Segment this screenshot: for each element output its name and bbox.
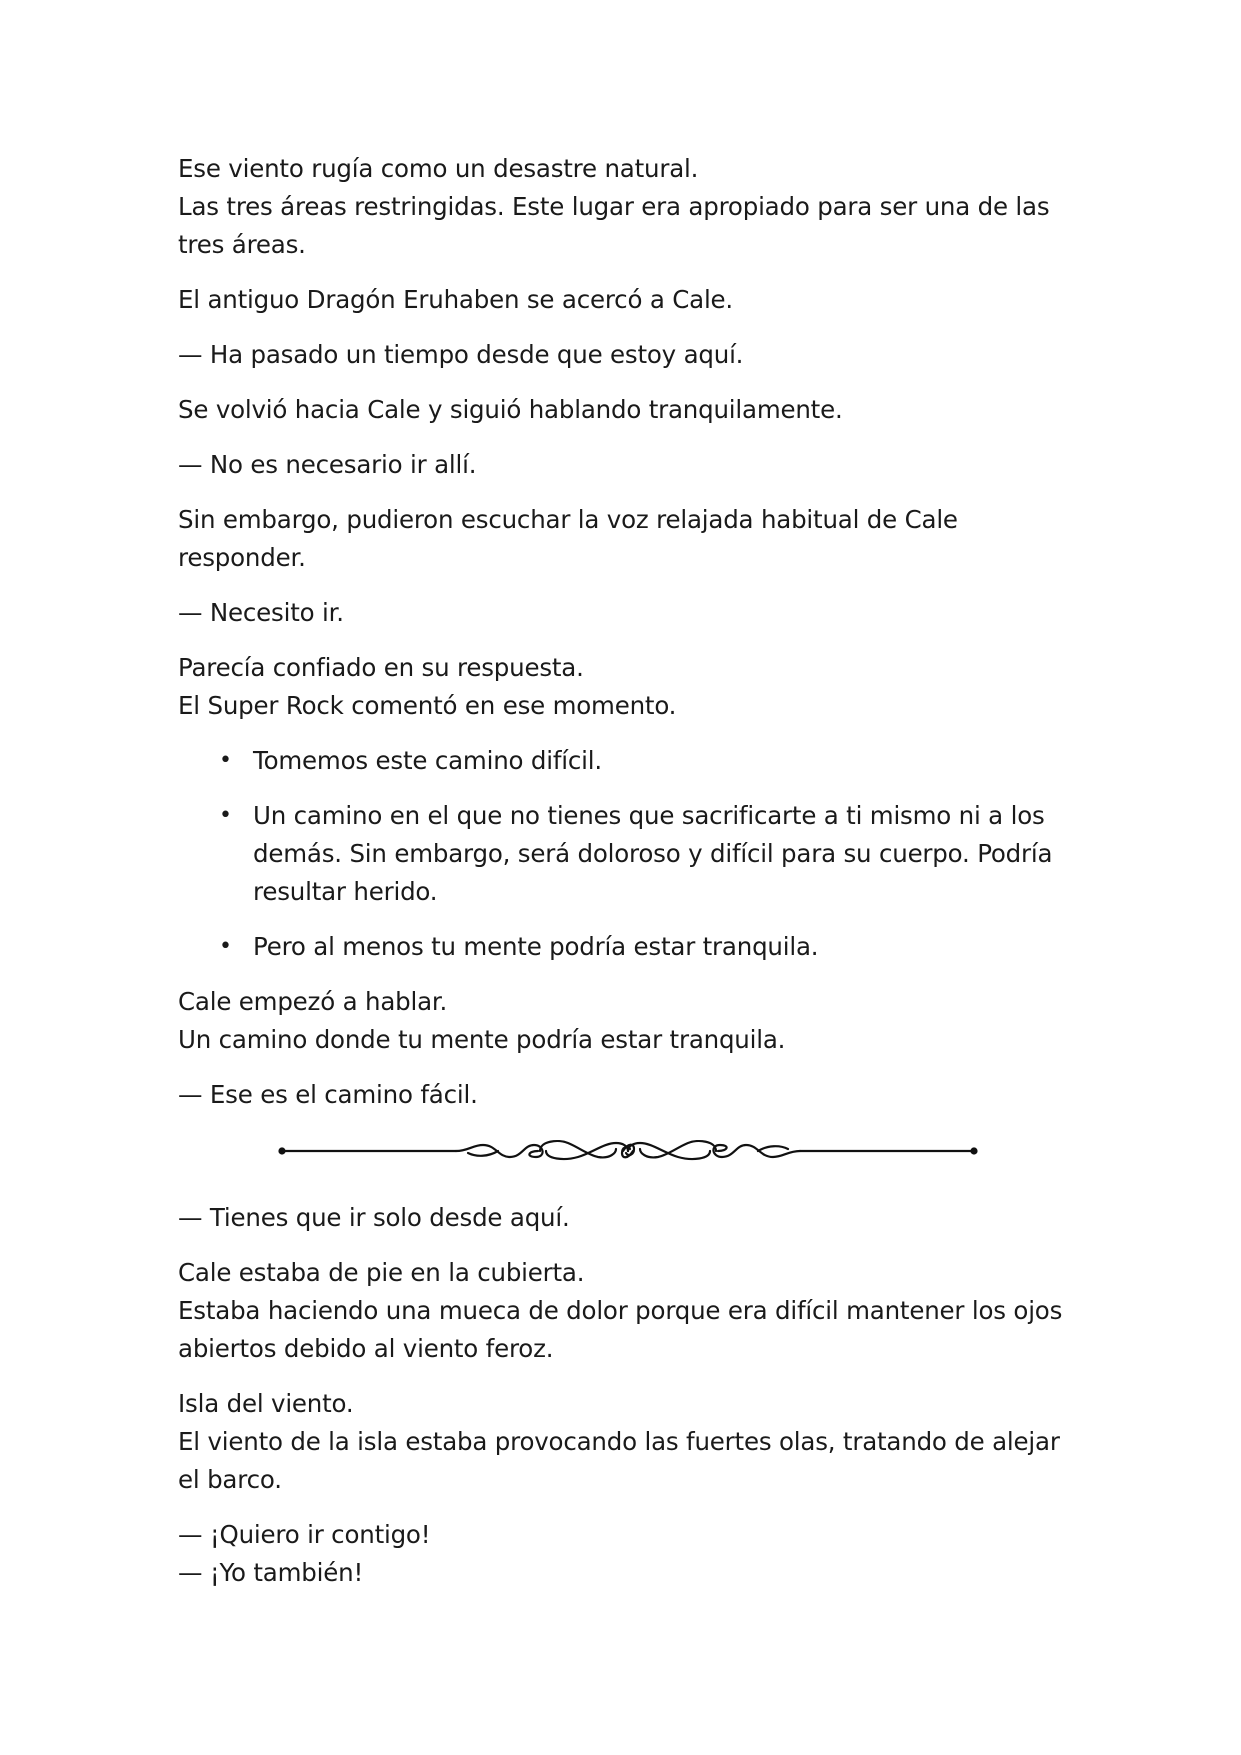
text-line: Estaba haciendo una mueca de dolor porque era difícil mantener los ojos abiertos debido al viento feroz. xyxy=(178,1296,1063,1363)
bullet-dot-icon: • xyxy=(219,748,232,773)
paragraph xyxy=(178,391,1078,429)
text-line: Sin embargo, pudieron escuchar la voz relajada habitual de Cale responder. xyxy=(178,505,958,572)
paragraph xyxy=(178,336,1078,374)
text-line: — Ese es el camino fácil. xyxy=(178,1080,478,1109)
section-middle xyxy=(178,983,1078,1114)
paragraph xyxy=(178,1385,1078,1499)
paragraph xyxy=(178,983,1078,1059)
paragraph xyxy=(178,501,1078,577)
text-line: — ¡Quiero ir contigo! xyxy=(178,1520,431,1549)
text-line: Isla del viento. xyxy=(178,1389,354,1418)
bullet-item xyxy=(178,742,1078,780)
paragraph xyxy=(178,1254,1078,1368)
bullet-text: Pero al menos tu mente podría estar tranquila. xyxy=(253,932,819,961)
text-line: — No es necesario ir allí. xyxy=(178,450,477,479)
text-line: — ¡Yo también! xyxy=(178,1558,364,1587)
paragraph xyxy=(178,1516,1078,1592)
bullet-list xyxy=(178,742,1078,966)
paragraph xyxy=(178,150,1078,264)
bullet-dot-icon: • xyxy=(219,803,232,828)
text-line: Cale estaba de pie en la cubierta. xyxy=(178,1258,585,1287)
bullet-text: Tomemos este camino difícil. xyxy=(253,746,602,775)
text-line: El viento de la isla estaba provocando las fuertes olas, tratando de alejar el barco. xyxy=(178,1427,1060,1494)
paragraph xyxy=(178,281,1078,319)
paragraph xyxy=(178,1076,1078,1114)
paragraph xyxy=(178,1199,1078,1237)
bullet-item xyxy=(178,928,1078,966)
text-line: Ese viento rugía como un desastre natural. xyxy=(178,154,699,183)
paragraph xyxy=(178,446,1078,484)
text-line: Las tres áreas restringidas. Este lugar era apropiado para ser una de las tres áreas. xyxy=(178,192,1050,259)
text-line: — Necesito ir. xyxy=(178,598,344,627)
section-bottom xyxy=(178,1199,1078,1592)
document-page xyxy=(178,150,1078,1609)
text-line: Se volvió hacia Cale y siguió hablando tranquilamente. xyxy=(178,395,843,424)
section-top xyxy=(178,150,1078,725)
paragraph xyxy=(178,594,1078,632)
bullet-item xyxy=(178,797,1078,911)
text-line: — Ha pasado un tiempo desde que estoy aquí. xyxy=(178,340,744,369)
text-line: Cale empezó a hablar. xyxy=(178,987,448,1016)
bullet-text: Un camino en el que no tienes que sacrificarte a ti mismo ni a los demás. Sin embargo, será doloroso y difícil para su cuerpo. Podría resultar herido. xyxy=(253,801,1053,906)
text-line: Parecía confiado en su respuesta. xyxy=(178,653,584,682)
paragraph xyxy=(178,649,1078,725)
text-line: — Tienes que ir solo desde aquí. xyxy=(178,1203,570,1232)
text-line: El antiguo Dragón Eruhaben se acercó a Cale. xyxy=(178,285,734,314)
bullet-dot-icon: • xyxy=(219,934,232,959)
text-line: Un camino donde tu mente podría estar tranquila. xyxy=(178,1025,786,1054)
text-line: El Super Rock comentó en ese momento. xyxy=(178,691,677,720)
ornamental-divider-icon xyxy=(278,1131,978,1171)
